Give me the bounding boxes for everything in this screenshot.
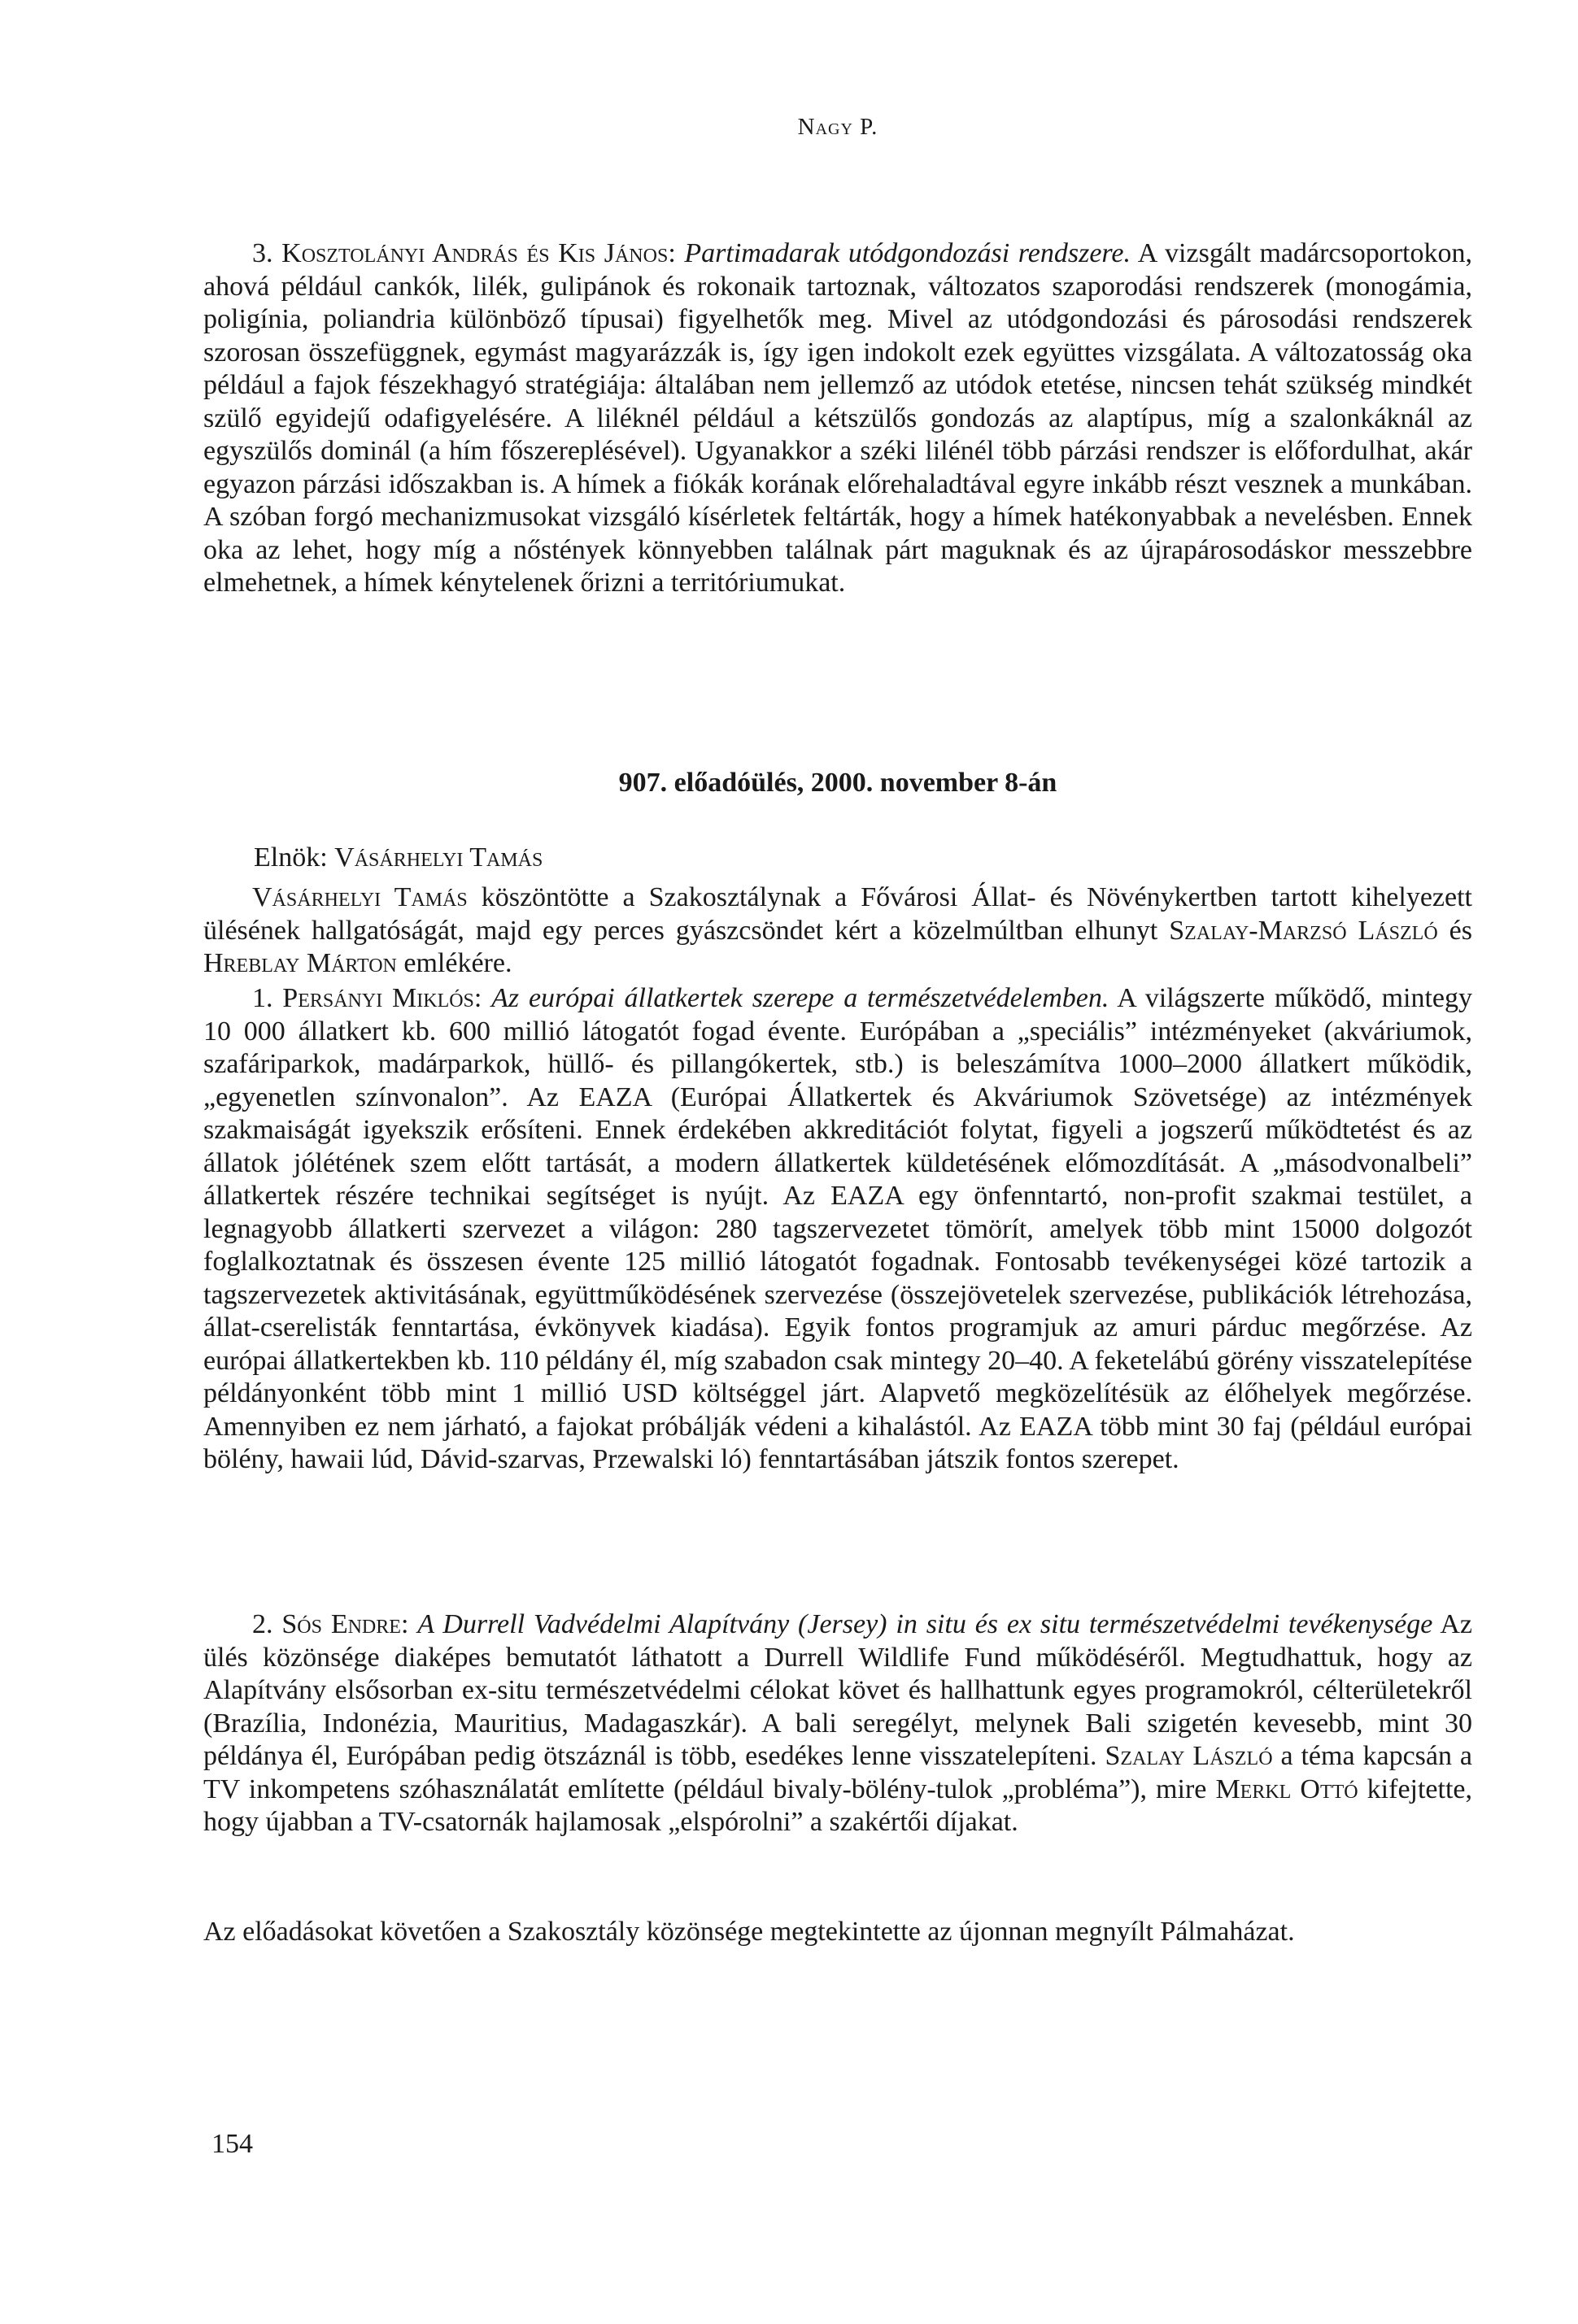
item-3-text: A vizsgált madárcsoportokon, ahová például cankók, lilék, gulipánok és rokonaik tartoznak, változatos szaporodási rendszerek (monogámia, poligínia, poliandria különböző típusai) figyelhetők meg. Mivel az utódgondozási és párosodási rendszerek szorosan összefüggnek, egymást magyarázzák is, így igen indokolt ezek együttes vizsgálata. A változatosság oka például a fajok fészekhagyó stratégiája: általában nem jellemző az utódok etetése, nincsen tehát szükség mindkét szülő egyidejű odafigyelésére. A liléknél például a kétszülős gondozás az alaptípus, míg a szalonkáknál az egyszülős dominál (a hím főszereplésével). Ugyanakkor a széki lilénél több párzási rendszer is előfordulhat, akár egyazon párzási időszakban is. A hímek a fiókák korának előrehaladtával egyre inkább részt vesznek a munkában. A szóban forgó mechanizmusokat vizsgáló kísérletek feltárták, hogy a hímek hatékonyabbak a nevelésben. Ennek oka az lehet, hogy míg a nőstények könnyebben találnak párt maguknak és az újrapárosodáskor messzebbre elmehetnek, a hímek kénytelenek őrizni a territóriumukat. [203,238,1472,598]
item-3-sep: : [668,238,685,268]
lecture-2-number: 2. [252,1609,282,1639]
lecture-2-author: Sós Endre [281,1609,401,1639]
closing-paragraph: Az előadásokat követően a Szakosztály közönsége megtekintette az újonnan megnyílt Pálmaházat. [203,1917,1295,1947]
lecture-1-title: Az európai állatkertek szerepe a természetvédelemben. [491,983,1109,1013]
intro-text-1: köszöntötte a Szakosztálynak a Fővárosi Állat- és Növénykertben tartott kihelyezett ülésének hallgatóságát, majd egy perces gyászcsöndet kért a közelmúltban elhunyt [203,882,1472,946]
lecture-2-title: A Durrell Vadvédelmi Alapítvány (Jersey) in situ és ex situ természetvédelmi tevékenysége [417,1609,1433,1639]
item-3-number: 3. [252,238,282,268]
intro-name-3: Hreblay Márton [203,948,397,978]
page-number: 154 [211,2129,253,2159]
session-title: 907. előadóülés, 2000. november 8-án [618,768,1057,798]
lecture-1-paragraph [203,982,1472,1477]
intro-text-2: és [1437,915,1473,946]
intro-text-3: emlékére. [396,948,512,978]
lecture-2-text-2: a téma kapcsán a TV inkompetens szóhasználatát említette (például bivaly-bölény-tulok „probléma”), mire [203,1741,1473,1804]
lecture-2-text-1: Az ülés közönsége diaképes bemutatót láthatott a Durrell Wildlife Fund működéséről. Megtudhattuk, hogy az Alapítvány elsősorban ex-situ természetvédelmi célokat követ és hallhattunk egyes programokról, célterületekről (Brazília, Indonézia, Mauritius, Madagaszkár). A bali seregélyt, melynek Bali szigetén kevesebb, mint 30 példánya él, Európában pedig ötszáznál is több, esedékes lenne visszatelepíteni. [203,1609,1472,1771]
item-3-authors: Kosztolányi András és Kis János [281,238,669,268]
lecture-1-sep: : [473,983,492,1013]
session-chair [254,842,543,873]
lecture-2-sep: : [400,1609,418,1639]
intro-name-1: Vásárhelyi Tamás [252,882,468,912]
lecture-2-paragraph [203,1608,1472,1839]
intro-name-2: Szalay-Marzsó László [1169,915,1438,946]
lecture-2-name-1: Szalay László [1105,1741,1273,1771]
running-head: Nagy P. [797,114,878,140]
lecture-1-author: Persányi Miklós [282,983,474,1013]
lecture-2-name-2: Merkl Ottó [1215,1773,1358,1804]
item-3-paragraph [203,237,1472,600]
chair-name: Vásárhelyi Tamás [334,842,543,873]
lecture-1-text: A világszerte működő, mintegy 10 000 állatkert kb. 600 millió látogatót fogad évente. Európában a „speciális” intézményeket (akváriumok, szafáriparkok, madárparkok, hüllő- és pillangókertek, stb.) is beleszámítva 1000–2000 állatkert működik, „egyenetlen színvonalon”. Az EAZA (Európai Állatkertek és Akváriumok Szövetsége) az intézmények szakmaiságát igyekszik erősíteni. Ennek érdekében akkreditációt folytat, figyeli a jogszerű működtetést és az állatok jólétének szem előtt tartását, a modern állatkertek küldetésének előmozdítását. A „másodvonalbeli” állatkertek részére technikai segítséget is nyújt. Az EAZA egy önfenntartó, non-profit szakmai testület, a legnagyobb állatkerti szervezet a világon: 280 tagszervezetet tömörít, amelyek több mint 15000 dolgozót foglalkoztatnak és összesen évente 125 millió látogatót fogadnak. Fontosabb tevékenységei közé tartozik a tagszervezetek aktivitásának, együttműködésének szervezése (összejövetelek szervezése, publikációk létrehozása, állat-cserelisták fenntartása, évkönyvek kiadása). Egyik fontos programjuk az amuri párduc megőrzése. Az európai állatkertekben kb. 110 példány él, míg szabadon csak mintegy 20–40. A feketelábú görény visszatelepítése példányonként több mint 1 millió USD költséggel járt. Alapvető megközelítésük az élőhelyek megőrzése. Amennyiben ez nem járható, a fajokat próbálják védeni a kihalástól. Az EAZA több mint 30 faj (például európai bölény, hawaii lúd, Dávid-szarvas, Przewalski ló) fenntartásában játszik fontos szerepet. [203,983,1472,1474]
lecture-1-number: 1. [252,983,283,1013]
item-3-title: Partimadarak utódgondozási rendszere. [684,238,1131,268]
chair-label: Elnök: [254,842,335,873]
page [203,0,1472,2324]
lecture-2-text-3: kifejtette, hogy újabban a TV-csatornák hajlamosak „elspórolni” a szakértői díjakat. [203,1773,1472,1837]
intro-paragraph [203,881,1472,981]
